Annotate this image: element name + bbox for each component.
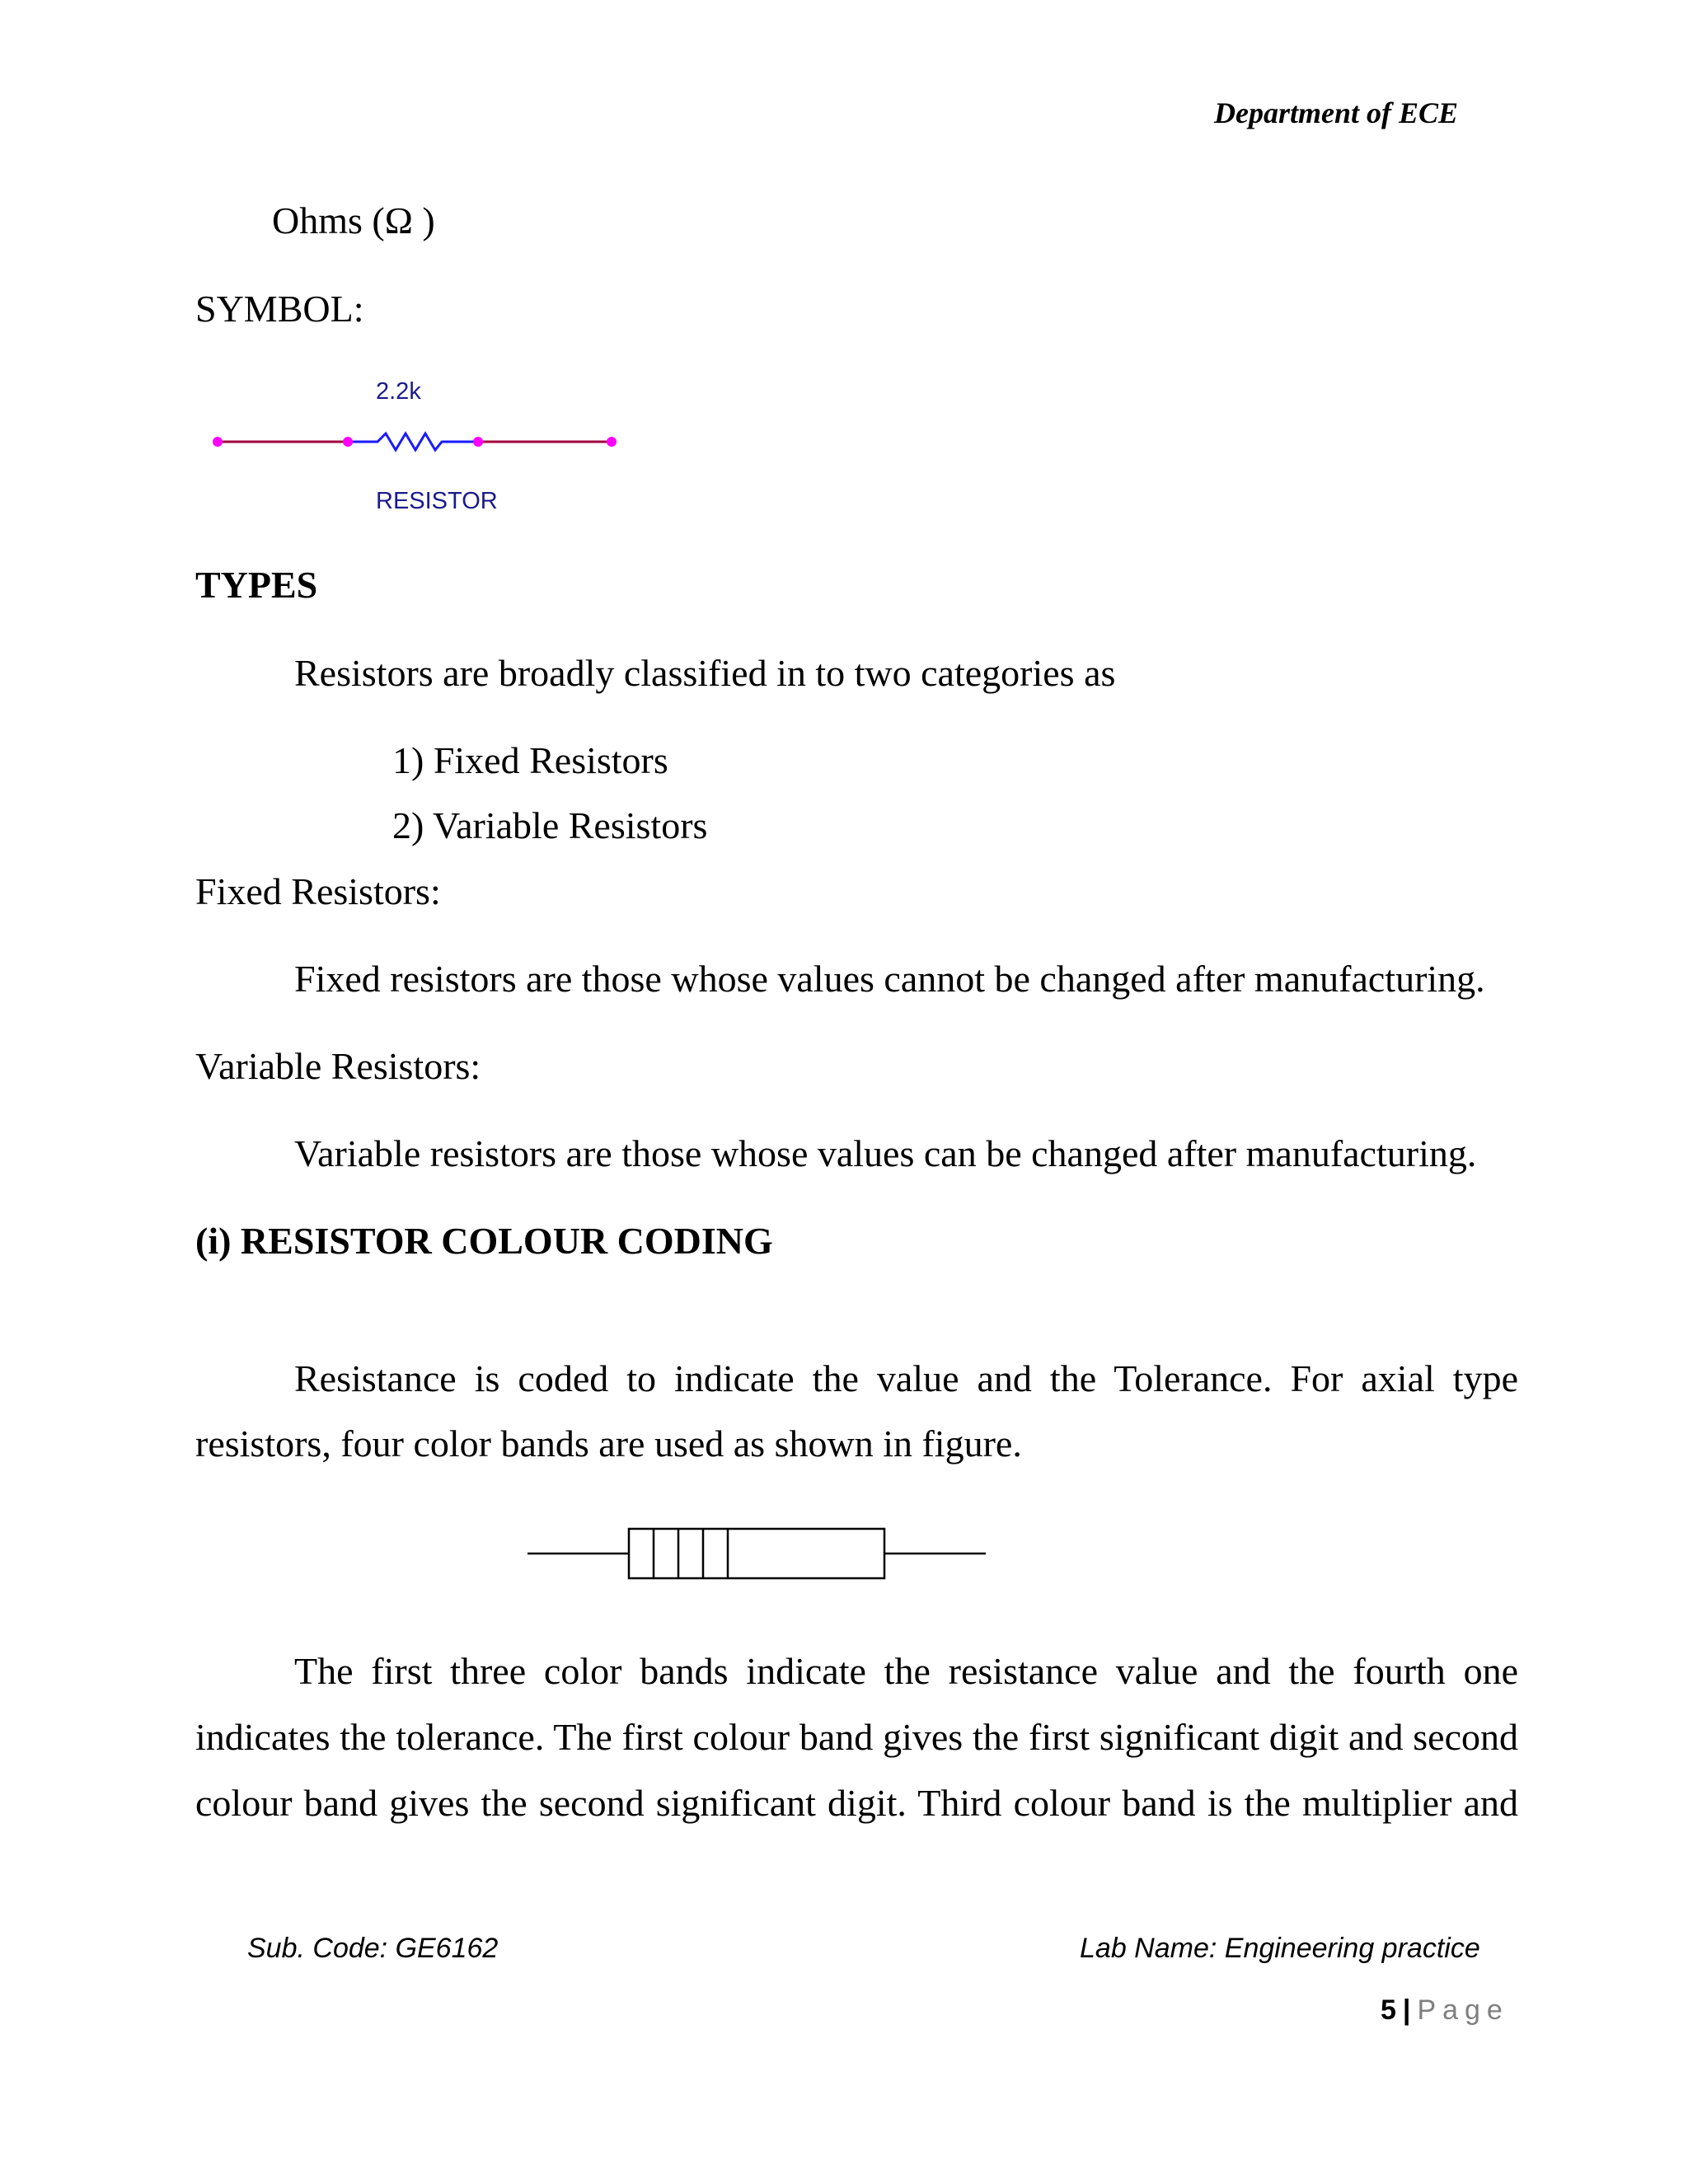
page-word: Page <box>1417 1994 1509 2026</box>
resistor-value-label: 2.2k <box>376 378 421 405</box>
department-header: Department of ECE <box>1214 96 1459 129</box>
list-item-fixed: 1) Fixed Resistors <box>392 739 668 781</box>
fixed-text: Fixed resistors are those whose values cannot be changed after manufacturing. <box>294 958 1485 1000</box>
list-item-variable: 2) Variable Resistors <box>392 804 708 846</box>
page-number-block <box>1381 1994 1509 2027</box>
right-pin-node <box>473 437 483 447</box>
page-separator: | <box>1402 1994 1411 2026</box>
page-number: 5 <box>1381 1994 1396 2026</box>
variable-text: Variable resistors are those whose values can be changed after manufacturing. <box>294 1132 1477 1174</box>
left-node <box>213 437 223 447</box>
types-heading: TYPES <box>195 564 318 606</box>
colour-para2-line1: The first three color bands indicate the resistance value and the fourth one <box>294 1650 1518 1692</box>
colour-para2-line2: indicates the tolerance. The first colour band gives the first significant digit and second <box>195 1716 1518 1758</box>
right-node <box>607 437 617 447</box>
colour-para1-line1: Resistance is coded to indicate the value and the Tolerance. For axial type <box>294 1357 1518 1399</box>
footer-sub-code: Sub. Code: GE6162 <box>247 1933 499 1964</box>
colour-para1-line2: resistors, four color bands are used as shown in figure. <box>195 1422 1022 1465</box>
colour-coding-heading: (i) RESISTOR COLOUR CODING <box>195 1220 773 1262</box>
colour-para2-line3: colour band gives the second significant digit. Third colour band is the multiplier and <box>195 1782 1518 1824</box>
resistor-name-label: RESISTOR <box>376 488 498 514</box>
resistor-zigzag <box>348 434 478 450</box>
footer-lab-name: Lab Name: Engineering practice <box>1080 1933 1480 1964</box>
colour-band-figure <box>519 1521 989 1586</box>
left-pin-node <box>343 437 353 447</box>
types-intro: Resistors are broadly classified in to two categories as <box>294 652 1116 694</box>
fixed-heading: Fixed Resistors: <box>195 870 441 912</box>
ohms-line: Ohms (Ω ) <box>272 199 435 241</box>
resistor-symbol-diagram <box>198 371 626 527</box>
resistor-body <box>629 1529 884 1578</box>
symbol-heading: SYMBOL: <box>195 288 364 330</box>
variable-heading: Variable Resistors: <box>195 1045 481 1087</box>
